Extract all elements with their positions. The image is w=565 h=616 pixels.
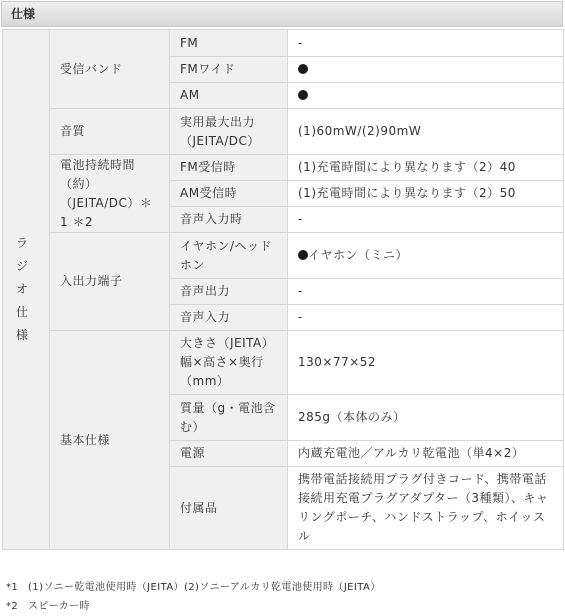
item-value: (1)充電時間により異なります（2）50 <box>288 181 564 207</box>
item-label: 質量（g・電池含む） <box>170 395 288 441</box>
item-value: 285g（本体のみ） <box>288 395 564 441</box>
item-label: 電源 <box>170 441 288 467</box>
item-value: - <box>288 305 564 331</box>
item-value: (1)充電時間により異なります（2）40 <box>288 155 564 181</box>
table-row <box>3 331 564 395</box>
footnotes <box>6 578 381 616</box>
bullet-icon <box>298 250 308 260</box>
item-label: 音声出力 <box>170 279 288 305</box>
item-label: 音声入力時 <box>170 207 288 233</box>
item-label: FM受信時 <box>170 155 288 181</box>
item-label: FM <box>170 30 288 57</box>
group-label-battery: 電池持続時間（約）（JEITA/DC）＊1 ＊2 <box>50 155 170 233</box>
item-value: (1)60mW/(2)90mW <box>288 109 564 155</box>
item-label: AM受信時 <box>170 181 288 207</box>
item-label: 大きさ（JEITA）幅×高さ×奥行（mm） <box>170 331 288 395</box>
group-label-sound: 音質 <box>50 109 170 155</box>
item-value <box>288 57 564 83</box>
table-row <box>3 109 564 155</box>
item-label: FMワイド <box>170 57 288 83</box>
item-value <box>288 83 564 109</box>
item-value: 内蔵充電池／アルカリ乾電池（単4×2） <box>288 441 564 467</box>
item-value: - <box>288 30 564 57</box>
group-label-basic: 基本仕様 <box>50 331 170 550</box>
item-label: AM <box>170 83 288 109</box>
footnote: *2 スピーカー時 <box>6 601 90 612</box>
item-label: 実用最大出力（JEITA/DC） <box>170 109 288 155</box>
bullet-icon <box>298 64 308 74</box>
table-row <box>3 30 564 57</box>
bullet-icon <box>298 90 308 100</box>
category-label: ラジオ仕様 <box>16 236 29 342</box>
item-value: - <box>288 279 564 305</box>
item-value: イヤホン（ミニ） <box>288 233 564 279</box>
table-row <box>3 233 564 279</box>
category-cell <box>3 30 50 550</box>
item-value: 携帯電話接続用プラグ付きコード、携帯電話接続用充電プラグアダプター（3種類）、キャリングポーチ、ハンドストラップ、ホイッスル <box>288 467 564 550</box>
group-label-band: 受信バンド <box>50 30 170 109</box>
group-label-io: 入出力端子 <box>50 233 170 331</box>
item-label: イヤホン/ヘッドホン <box>170 233 288 279</box>
item-label: 音声入力 <box>170 305 288 331</box>
item-label: 付属品 <box>170 467 288 550</box>
section-header: 仕様 <box>1 1 563 27</box>
footnote: *1 (1)ソニー乾電池使用時（JEITA）(2)ソニーアルカリ乾電池使用時（JEITA） <box>6 582 381 593</box>
table-row <box>3 155 564 181</box>
item-value: - <box>288 207 564 233</box>
item-value: 130×77×52 <box>288 331 564 395</box>
spec-table <box>2 29 564 550</box>
